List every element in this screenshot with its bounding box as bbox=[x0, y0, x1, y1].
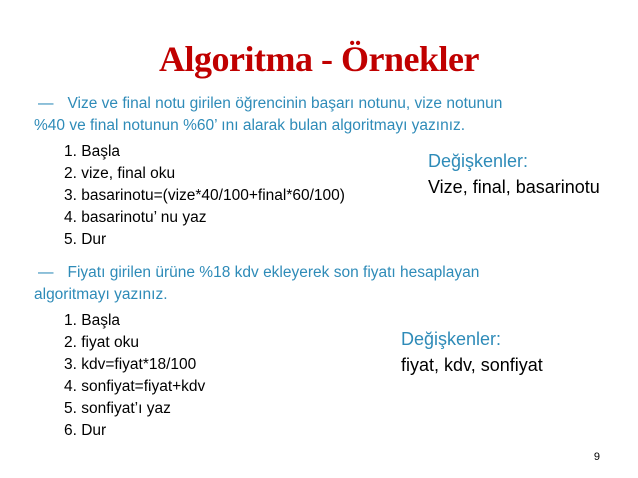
step-item: 6. Dur bbox=[64, 422, 107, 439]
example1-task bbox=[34, 93, 608, 137]
step-item: 5. sonfiyat’ı yaz bbox=[64, 400, 171, 417]
step-item: 1. Başla bbox=[64, 143, 121, 160]
step-item: 5. Dur bbox=[64, 231, 107, 248]
example2-task-line1 bbox=[38, 262, 608, 284]
step-item: 1. Başla bbox=[64, 312, 121, 329]
slide-title: Algoritma - Örnekler bbox=[159, 39, 479, 79]
variables-value: fiyat, kdv, sonfiyat bbox=[401, 355, 543, 375]
example2-variables bbox=[401, 326, 543, 378]
example1-task-line2: %40 ve final notunun %60’ ını alarak bulan algoritmayı yazınız. bbox=[34, 117, 466, 134]
example1-variables bbox=[428, 148, 600, 200]
example2-task bbox=[34, 262, 608, 306]
dash-bullet: — bbox=[38, 264, 54, 281]
step-item: 2. vize, final oku bbox=[64, 165, 176, 182]
variables-label: Değişkenler: bbox=[428, 151, 529, 171]
example2-task-line2: algoritmayı yazınız. bbox=[34, 286, 168, 303]
example1-task-text1: Vize ve final notu girilen öğrencinin başarı notunu, vize notunun bbox=[67, 95, 503, 112]
step-item: 4. basarinotu’ nu yaz bbox=[64, 209, 207, 226]
example1-task-line1 bbox=[38, 93, 608, 115]
step-item: 3. kdv=fiyat*18/100 bbox=[64, 356, 197, 373]
variables-value: Vize, final, basarinotu bbox=[428, 177, 600, 197]
example2-steps bbox=[64, 310, 205, 442]
step-item: 4. sonfiyat=fiyat+kdv bbox=[64, 378, 206, 395]
variables-label: Değişkenler: bbox=[401, 329, 502, 349]
page-number: 9 bbox=[593, 451, 600, 463]
example2-task-text1: Fiyatı girilen ürüne %18 kdv ekleyerek son fiyatı hesaplayan bbox=[67, 264, 480, 281]
step-item: 2. fiyat oku bbox=[64, 334, 139, 351]
step-item: 3. basarinotu=(vize*40/100+final*60/100) bbox=[64, 187, 345, 204]
dash-bullet: — bbox=[38, 95, 54, 112]
example1-steps bbox=[64, 141, 345, 251]
